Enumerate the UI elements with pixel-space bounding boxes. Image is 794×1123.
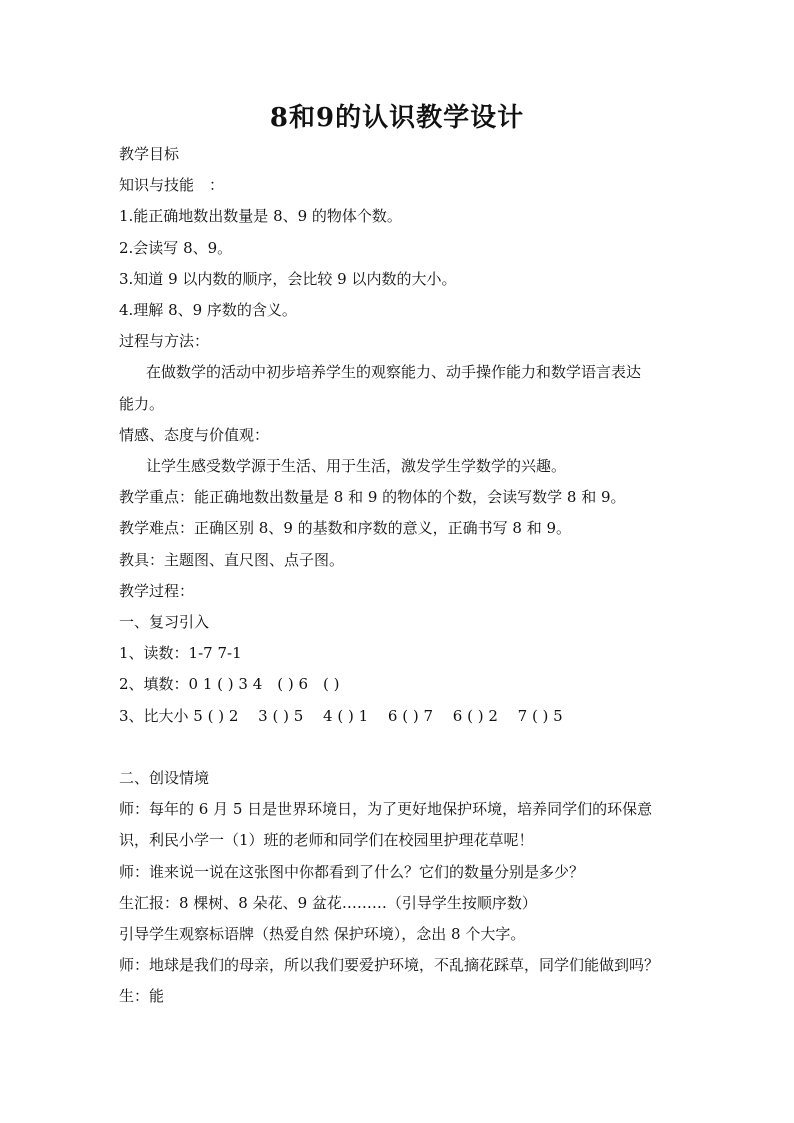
teaching-aids: 教具：主题图、直尺图、点子图。	[119, 551, 345, 569]
emotion-paragraph: 让学生感受数学源于生活、用于生活，激发学生学数学的兴趣。	[146, 457, 567, 475]
document-title: 8和9的认识教学设计	[269, 103, 525, 133]
goal-item-4: 4.理解 8、9 序数的含义。	[119, 301, 297, 319]
heading-knowledge-skills: 知识与技能 ：	[119, 176, 225, 194]
section-review-intro: 一、复习引入	[119, 613, 210, 631]
review-item-fill-numbers: 2、填数：0 1 ( ) 3 4 ( ) 6 ( )	[119, 675, 340, 693]
teacher-line-1a: 师：每年的 6 月 5 日是世界环境日，为了更好地保护环境，培养同学们的环保意	[119, 800, 653, 818]
section-create-situation: 二、创设情境	[119, 769, 210, 787]
guide-observe-sign: 引导学生观察标语牌（热爱自然 保护环境），念出 8 个大字。	[119, 925, 526, 943]
heading-teaching-goals: 教学目标	[119, 145, 180, 163]
review-item-read-numbers: 1、读数：1-7 7-1	[119, 644, 242, 662]
teaching-difficulties: 教学难点：正确区别 8、9 的基数和序数的意义，正确书写 8 和 9。	[119, 519, 572, 537]
teacher-line-earth: 师：地球是我们的母亲，所以我们要爱护环境，不乱摘花踩草，同学们能做到吗？	[119, 956, 660, 974]
heading-emotion-values: 情感、态度与价值观：	[119, 426, 270, 444]
heading-teaching-process: 教学过程：	[119, 582, 195, 600]
student-report: 生汇报：8 棵树、8 朵花、9 盆花………（引导学生按顺序数）	[119, 894, 537, 912]
heading-process-method: 过程与方法：	[119, 332, 210, 350]
goal-item-3: 3.知道 9 以内数的顺序，会比较 9 以内数的大小。	[119, 270, 457, 288]
process-paragraph-line-2: 能力。	[119, 395, 165, 413]
goal-item-1: 1.能正确地数出数量是 8、9 的物体个数。	[119, 207, 402, 225]
teacher-line-1b: 识，利民小学一（1）班的老师和同学们在校园里护理花草呢！	[119, 831, 534, 849]
process-paragraph-line-1: 在做数学的活动中初步培养学生的观察能力、动手操作能力和数学语言表达	[146, 363, 642, 381]
review-item-compare-sizes: 3、比大小 5 ( ) 2 3 ( ) 5 4 ( ) 1 6 ( ) 7 6 ( ) 2 7 ( ) 5	[119, 707, 563, 725]
student-answer: 生：能	[119, 987, 165, 1005]
teaching-key-points: 教学重点：能正确地数出数量是 8 和 9 的物体的个数，会读写数学 8 和 9。	[119, 488, 626, 506]
goal-item-2: 2.会读写 8、9。	[119, 239, 233, 257]
teacher-question: 师：谁来说一说在这张图中你都看到了什么？它们的数量分别是多少？	[119, 863, 585, 881]
